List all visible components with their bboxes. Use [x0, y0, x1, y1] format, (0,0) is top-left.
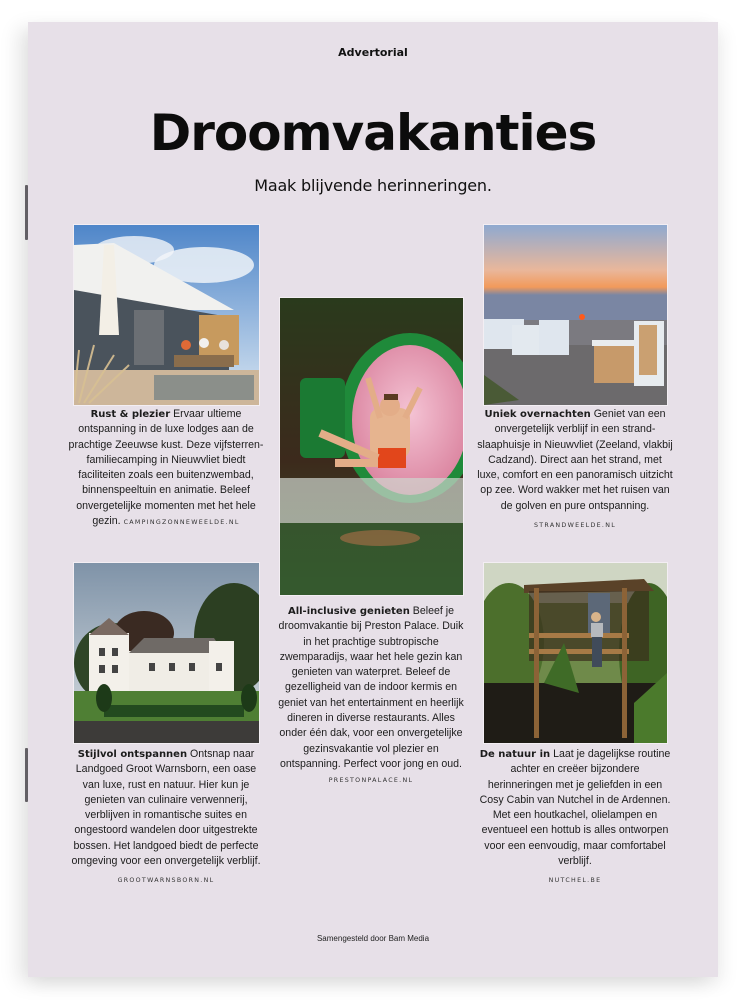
article-de-natuur-in: [477, 747, 673, 889]
article-heading: De natuur in: [479, 749, 551, 760]
article-url[interactable]: STRANDWEELDE.NL: [533, 522, 617, 530]
beach-cabins-image: [484, 225, 667, 405]
article-body: Beleef je droomvakantie bij Preston Palace. Duik in het prachtige subtropische zwemparadijs, waar het hele gezin kan genieten van waterpret. Beleef de gezelligheid van de indoor kermis en geniet van het entertainment en heerlijk dineren in diverse restaurants. Alles onder één dak, voor een onvergetelijke gezinsvakantie vol plezier en ontspanning. Perfect voor jong en oud.: [278, 605, 464, 770]
article-body: Laat je dagelijkse routine achter en creëer bijzondere herinneringen met je geliefden in een Cosy Cabin van Nutchel in de Ardennen. Met een houtkachel, olielampen en eventueel een hottub is alles ontworpen voor een eenvoudig, maar comfortabel verblijf.: [479, 748, 671, 868]
photo-beach-cabins: [483, 224, 668, 406]
lodge-image: [74, 225, 259, 405]
article-url[interactable]: CAMPINGZONNEWEELDE.NL: [123, 519, 240, 527]
photo-lodge: [73, 224, 260, 406]
treehouse-image: [484, 563, 667, 743]
photo-treehouse: [483, 562, 668, 744]
article-rust-plezier: [68, 407, 264, 530]
article-url[interactable]: PRESTONPALACE.NL: [328, 777, 414, 785]
article-uniek-overnachten: [477, 407, 673, 533]
article-heading: All-inclusive genieten: [287, 606, 410, 617]
article-heading: Stijlvol ontspannen: [77, 749, 188, 760]
article-url[interactable]: NUTCHEL.BE: [548, 877, 602, 885]
article-all-inclusive: [278, 604, 464, 789]
article-url[interactable]: GROOTWARNSBORN.NL: [117, 877, 215, 885]
article-heading: Rust & plezier: [90, 409, 171, 420]
article-stijlvol-ontspannen: [68, 747, 264, 889]
article-body: Ontsnap naar Landgoed Groot Warnsborn, een oase van luxe, rust en natuur. Hier kun je genieten van culinaire verwennerij, verblijven in romantische suites en ongestoord wandelen door uitgestrekte bossen. Het landgoed biedt de perfecte omgeving voor een onvergetelijk verblijf.: [71, 748, 261, 868]
page-footer: Samengesteld door Bam Media: [316, 934, 430, 943]
photo-waterslide: [279, 297, 464, 596]
magazine-page: [28, 22, 718, 977]
article-body: Ervaar ultieme ontspanning in de luxe lodges aan de prachtige Zeeuwse kust. Deze vijfsterren-familiecamping in Nieuwvliet biedt faciliteiten zoals een buitenzwembad, binnenspeeltuin en animatie. Beleef onvergetelijke momenten met het hele gezin.: [68, 408, 264, 528]
article-heading: Uniek overnachten: [484, 409, 591, 420]
estate-image: [74, 563, 259, 743]
waterslide-image: [280, 298, 463, 595]
article-body: Geniet van een onvergetelijk verblijf in een strand-slaaphuisje in Nieuwvliet (Zeeland, vlakbij Cadzand). Direct aan het strand, met luxe, comfort en een panoramisch uitzicht op zee. Word wakker met het ruisen van de golven en pure ontspanning.: [477, 408, 673, 512]
photo-estate: [73, 562, 260, 744]
kicker-label: Advertorial: [338, 46, 408, 59]
page-title: Droomvakanties: [149, 104, 597, 162]
page-subtitle: Maak blijvende herinneringen.: [254, 176, 492, 195]
